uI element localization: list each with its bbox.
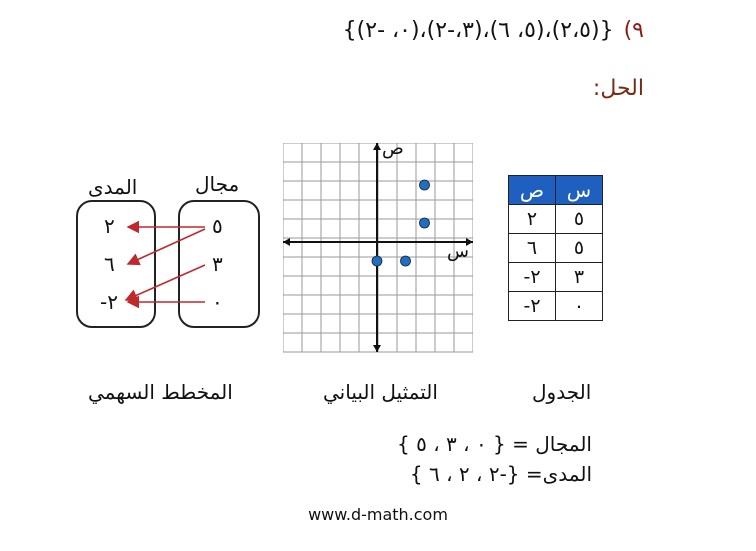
- table-header-x: س: [556, 176, 603, 205]
- domain-value: ٠: [212, 290, 223, 314]
- table-row: [509, 292, 603, 321]
- cell-x: ٥: [556, 205, 603, 234]
- range-value: ٢: [104, 214, 115, 238]
- y-axis-arrow-down: [373, 345, 381, 352]
- range-value: ٦: [104, 252, 115, 276]
- range-set: المدى= {-٢ ، ٢ ، ٦ }: [409, 462, 592, 486]
- cell-y: -٢: [509, 263, 556, 292]
- domain-label: مجال: [195, 172, 240, 196]
- arrow-3-to-neg2: [126, 265, 205, 300]
- cell-y: ٦: [509, 234, 556, 263]
- x-axis-arrow-left: [283, 238, 290, 246]
- graph-caption: التمثيل البياني: [323, 380, 438, 404]
- arrow-5-to-6: [128, 229, 205, 264]
- cell-y: ٢: [509, 205, 556, 234]
- range-value: -٢: [100, 290, 118, 314]
- data-point: [372, 256, 382, 266]
- x-axis-label: س: [447, 241, 469, 262]
- arrow-diagram-caption: المخطط السهمي: [88, 380, 233, 404]
- data-point: [420, 180, 430, 190]
- solution-label: الحل:: [592, 76, 644, 101]
- domain-value: ٣: [212, 252, 223, 276]
- domain-value: ٥: [212, 214, 223, 238]
- domain-set: المجال = { ٠ ، ٣ ، ٥ }: [397, 432, 592, 456]
- cell-y: -٢: [509, 292, 556, 321]
- problem-number: ٩): [623, 18, 644, 43]
- cell-x: ٠: [556, 292, 603, 321]
- footer-url: www.d-math.com: [308, 505, 448, 524]
- y-axis-arrow-up: [373, 143, 381, 150]
- table-header-y: ص: [509, 176, 556, 205]
- cell-x: ٥: [556, 234, 603, 263]
- values-table: [508, 175, 603, 321]
- y-axis-label: ص: [382, 138, 404, 159]
- table-row: [509, 234, 603, 263]
- table-caption: الجدول: [532, 380, 592, 404]
- range-label: المدى: [88, 175, 138, 199]
- table-row: [509, 263, 603, 292]
- data-point: [401, 256, 411, 266]
- coordinate-graph: [283, 143, 473, 353]
- data-point: [420, 218, 430, 228]
- problem-set: {(٢،٥)،(٥، ٦)،(٣،-٢)،(٠، -٢)}: [342, 18, 614, 43]
- cell-x: ٣: [556, 263, 603, 292]
- table-row: [509, 205, 603, 234]
